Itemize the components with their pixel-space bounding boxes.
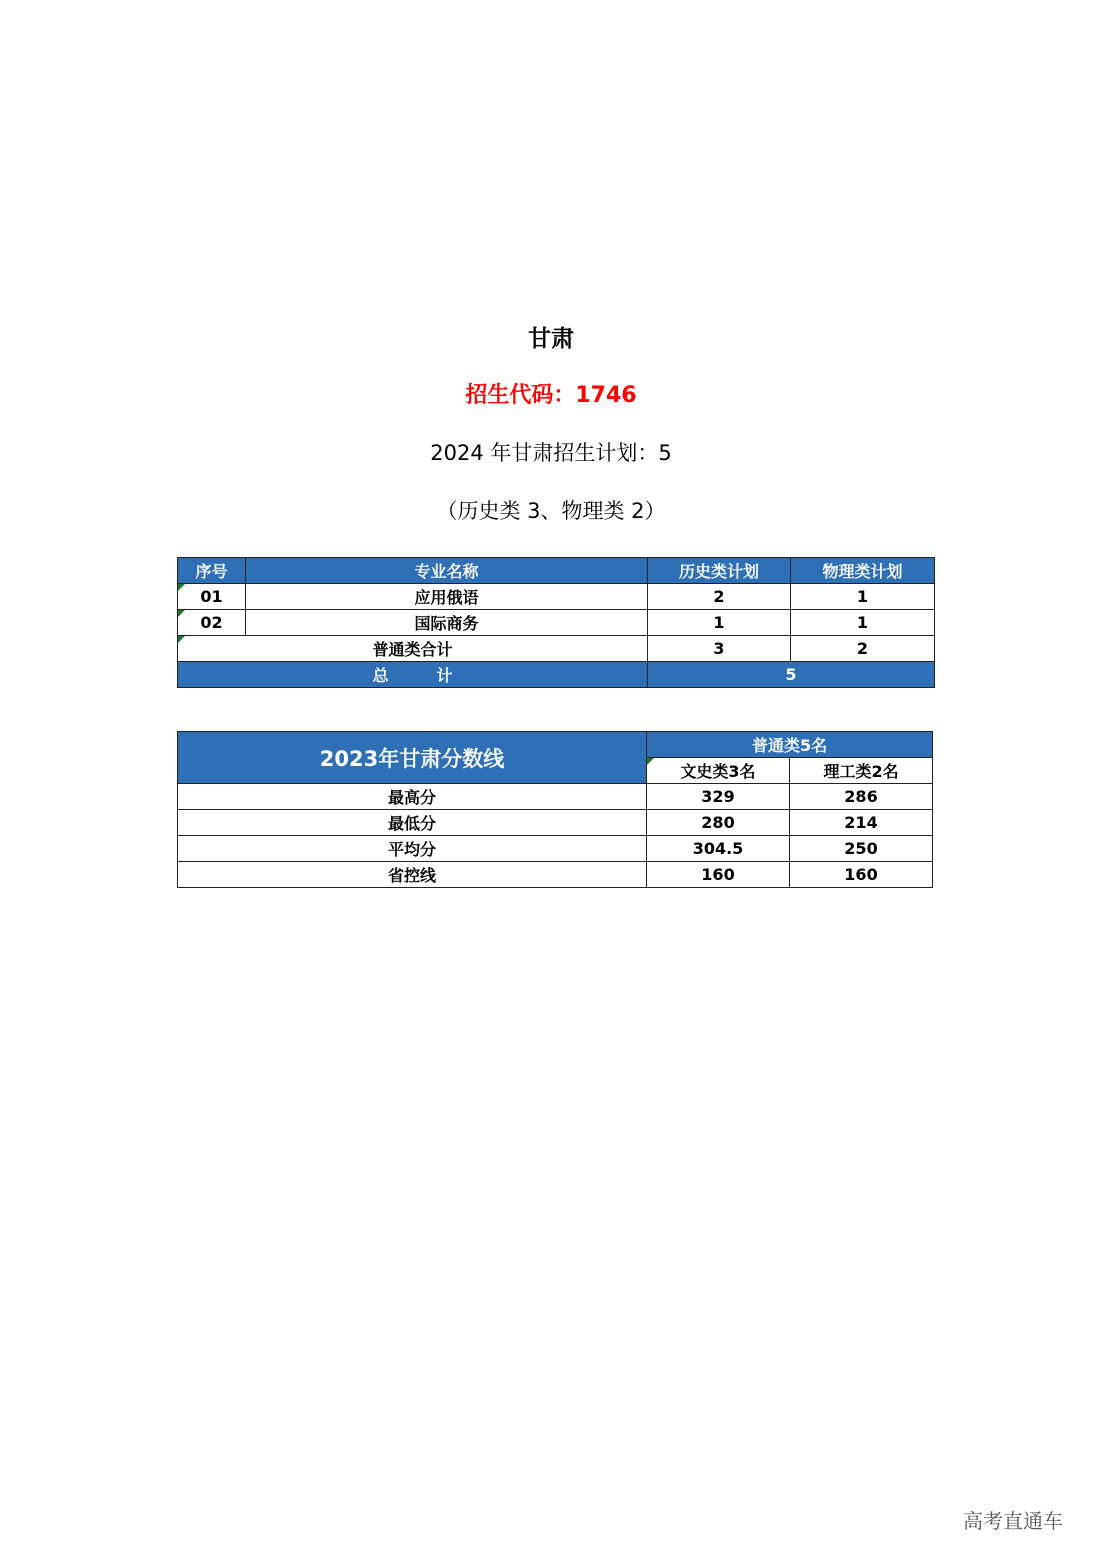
row-arts: 329 — [647, 784, 790, 810]
table-row — [178, 784, 933, 810]
col-arts: 文史类3名 — [647, 758, 790, 784]
row-no: 01 — [178, 584, 246, 610]
table-row — [178, 584, 935, 610]
row-physics: 1 — [791, 610, 935, 636]
row-no: 02 — [178, 610, 246, 636]
subtotal-history: 3 — [648, 636, 791, 662]
header-history-plan: 历史类计划 — [648, 558, 791, 584]
total-value: 5 — [648, 662, 935, 688]
subtotal-physics: 2 — [791, 636, 935, 662]
row-science: 160 — [790, 862, 933, 888]
plan-summary: 2024 年甘肃招生计划：5 — [430, 441, 672, 465]
table-row — [178, 862, 933, 888]
row-label: 最高分 — [178, 784, 647, 810]
row-history: 2 — [648, 584, 791, 610]
score-line-table — [177, 731, 933, 888]
header-no: 序号 — [178, 558, 246, 584]
table-row — [178, 610, 935, 636]
row-physics: 1 — [791, 584, 935, 610]
total-label: 总 计 — [178, 662, 648, 688]
row-label: 省控线 — [178, 862, 647, 888]
enrollment-code: 招生代码：1746 — [465, 383, 637, 408]
enrollment-plan-table — [177, 557, 935, 688]
col-science: 理工类2名 — [790, 758, 933, 784]
table-row — [178, 810, 933, 836]
score-table-title: 2023年甘肃分数线 — [178, 732, 647, 784]
row-arts: 160 — [647, 862, 790, 888]
row-major: 应用俄语 — [246, 584, 648, 610]
subtotal-row — [178, 636, 935, 662]
subtotal-label: 普通类合计 — [178, 636, 648, 662]
table-row — [178, 836, 933, 862]
watermark: 高考直通车 — [963, 1509, 1063, 1533]
province-title: 甘肃 — [528, 326, 574, 352]
row-major: 国际商务 — [246, 610, 648, 636]
row-science: 286 — [790, 784, 933, 810]
row-science: 214 — [790, 810, 933, 836]
row-arts: 304.5 — [647, 836, 790, 862]
row-label: 平均分 — [178, 836, 647, 862]
row-science: 250 — [790, 836, 933, 862]
row-label: 最低分 — [178, 810, 647, 836]
header-physics-plan: 物理类计划 — [791, 558, 935, 584]
row-arts: 280 — [647, 810, 790, 836]
header-major: 专业名称 — [246, 558, 648, 584]
row-history: 1 — [648, 610, 791, 636]
score-group-header: 普通类5名 — [647, 732, 933, 758]
total-row — [178, 662, 935, 688]
plan-breakdown: （历史类 3、物理类 2） — [436, 499, 666, 523]
table-header-row — [178, 558, 935, 584]
